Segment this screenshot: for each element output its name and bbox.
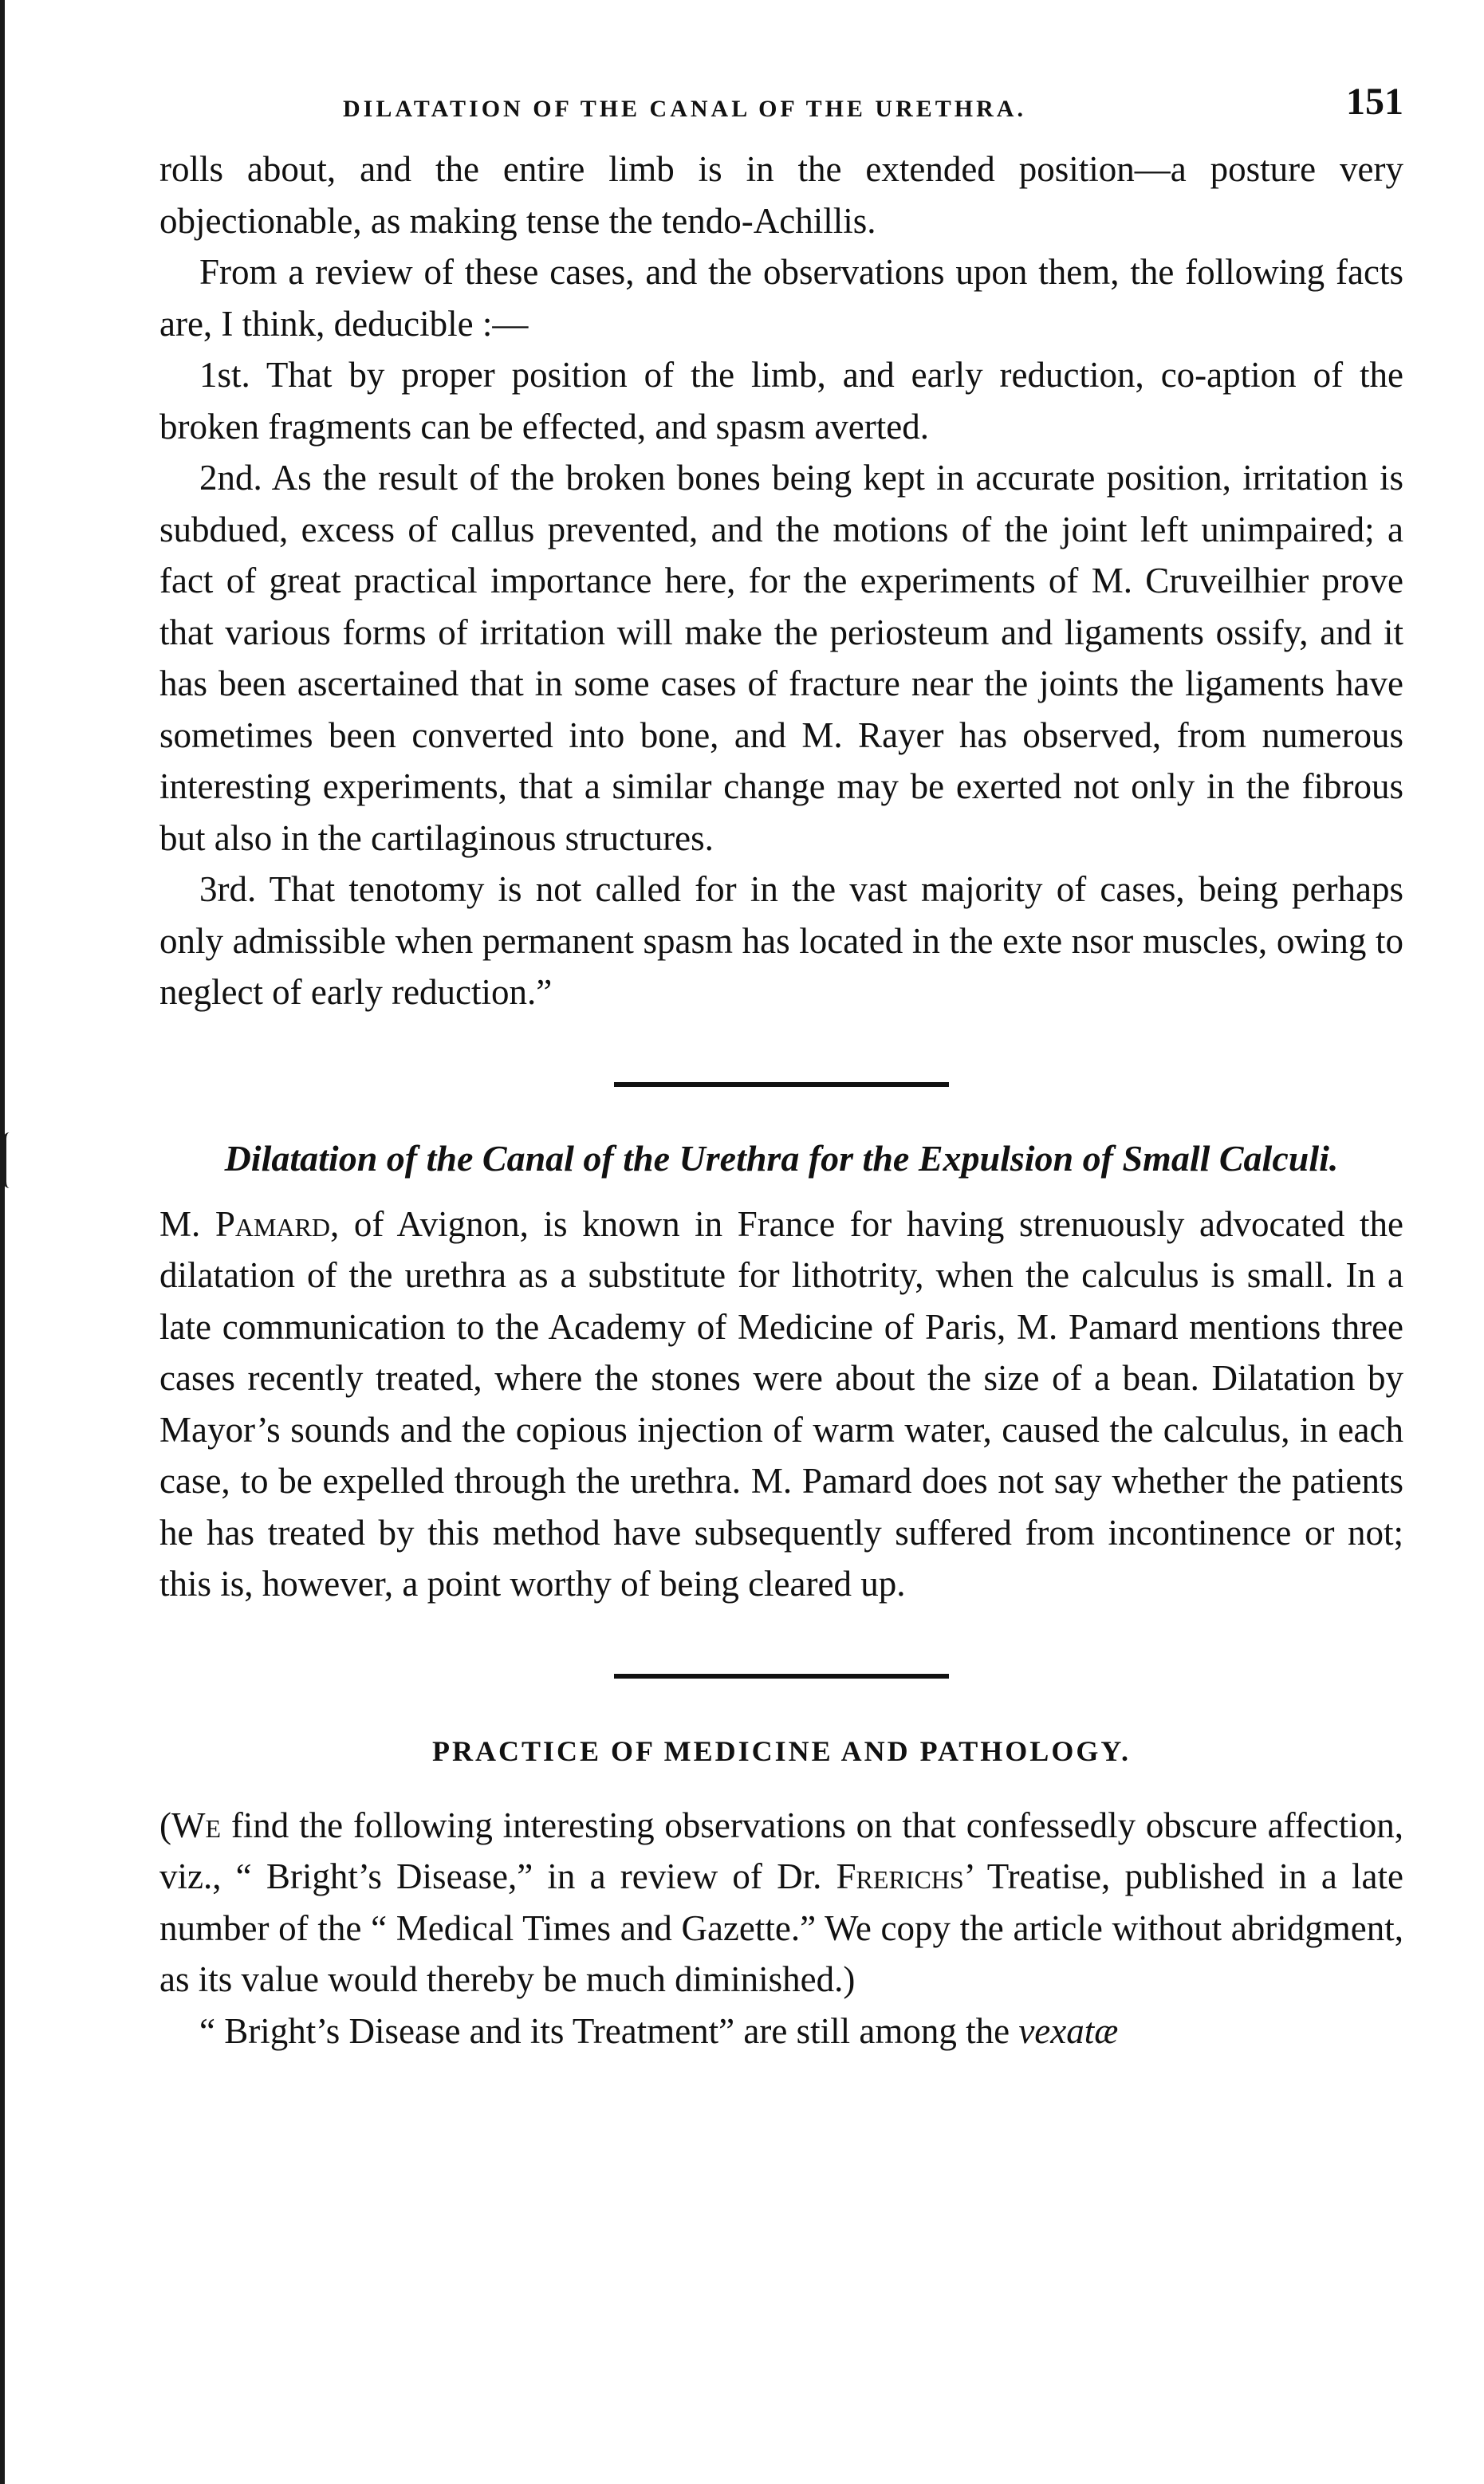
- paragraph-second-fact: 2nd. As the result of the broken bones being kept in accurate position, irritation is subdued, excess of callus prevented, and the motions of the joint left unimpaired; a fact of great practical importance here, for the experiments of M. Cruveilhier prove that various forms of irritation will make the periosteum and ligaments ossify, and it has been ascertained that in some cases of fracture near the joints the ligaments have sometimes been converted into bone, and M. Rayer has observed, from numerous interesting experiments, that a similar change may be exerted not only in the fibrous but also in the cartilaginous structures.: [159, 458, 1403, 858]
- section-last-line: [159, 2006, 1403, 2057]
- page-edge: [0, 0, 5, 2484]
- article-body: [159, 1199, 1403, 1610]
- section-intro: [159, 1800, 1403, 2006]
- page-number: 151: [1346, 81, 1403, 123]
- divider-rule: [614, 1082, 949, 1087]
- running-title: DILATATION OF THE CANAL OF THE URETHRA.: [343, 96, 1026, 122]
- author-name: Pamard: [215, 1203, 331, 1244]
- page-edge-notch: [3, 1132, 13, 1188]
- intro-middle: find the following interesting observations on that confessedly obscure affection, viz., “ Bright’s Disease,” in a review of Dr.: [159, 1805, 1403, 1896]
- page: [159, 72, 1403, 2057]
- divider-rule: [614, 1674, 949, 1679]
- intro-end: ’ Treatise, published in a late number of the “ Medical Times and Gazette.” We copy the article without abridgment, as its value would thereby be much diminished.): [159, 1856, 1404, 1999]
- paragraph-continuation: rolls about, and the entire limb is in the extended position—a posture very objectionable, as making tense the tendo-Achillis.: [159, 149, 1403, 241]
- last-line-italic: vexatæ: [1018, 2010, 1119, 2051]
- article-body-text: , of Avignon, is known in France for having strenuously advocated the dilatation of the urethra as a substitute for lithotrity, when the calculus is small. In a late communication to the Academy of Medicine of Paris, M. Pamard mentions three cases recently treated, where the stones were about the size of a bean. Dilatation by Mayor’s sounds and the copious injection of warm water, caused the calculus, in each case, to be expelled through the urethra. M. Pamard does not say whether the patients he has treated by this method have subsequently suffered from incontinence or not; this is, however, a point worthy of being cleared up.: [159, 1203, 1403, 1604]
- paragraph-first-fact: 1st. That by proper position of the limb, and early reduction, co-aption of the broken fragments can be effected, and spasm averted.: [159, 355, 1403, 447]
- author-prefix: M.: [159, 1203, 215, 1244]
- article-title: Dilatation of the Canal of the Urethra for the Expulsion of Small Calculi.: [224, 1137, 1339, 1179]
- intro-we: We: [171, 1805, 222, 1845]
- intro-open-paren: (: [159, 1805, 171, 1845]
- section-heading: PRACTICE OF MEDICINE AND PATHOLOGY.: [431, 1734, 1132, 1767]
- paragraph-review: From a review of these cases, and the observations upon them, the following facts are, I think, deducible :—: [159, 252, 1403, 344]
- last-line-lead: “ Bright’s Disease and its Treatment” are still among the: [199, 2010, 1019, 2051]
- running-head: [159, 72, 1403, 144]
- paragraph-third-fact: 3rd. That tenotomy is not called for in the vast majority of cases, being perhaps only admissible when permanent spasm has located in the exte nsor muscles, owing to neglect of early reduction.”: [159, 869, 1403, 1012]
- intro-frerichs: Frerichs: [836, 1856, 964, 1896]
